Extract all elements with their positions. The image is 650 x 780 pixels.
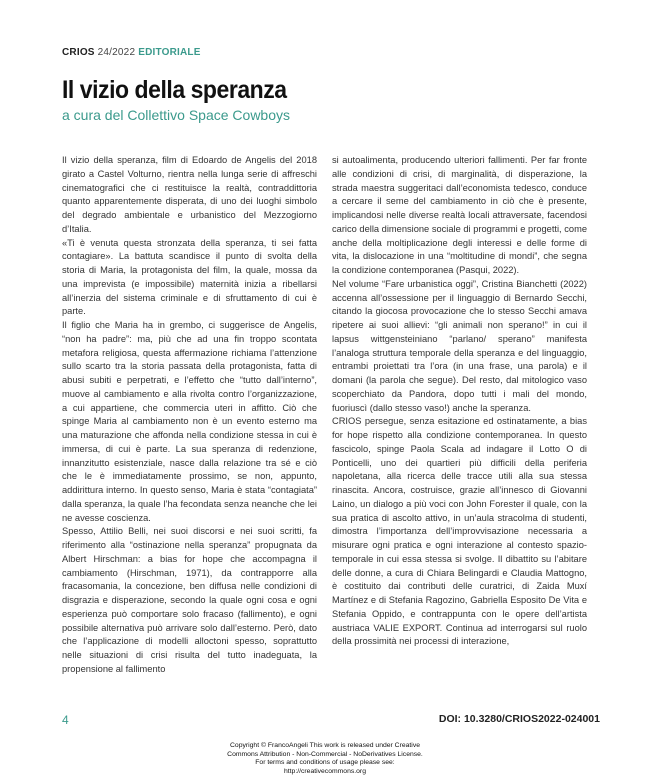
paragraph: Il vizio della speranza, film di Edoardo de Angelis del 2018 girato a Castel Volturno, rientra nella lunga serie di affreschi cinematografici che ci restituisce la realtà, contraddittoria quanto apparentemente disperata, di uno dei luoghi simbolo del degrado ambientale e urbanistico del Mezzogiorno d’Italia.	[62, 155, 317, 234]
doi-link[interactable]: DOI: 10.3280/CRIOS2022-024001	[438, 713, 600, 725]
license-line: Copyright © FrancoAngeli This work is released under Creative	[230, 742, 420, 749]
journal-name: CRIOS	[62, 47, 95, 58]
license-url[interactable]: http://creativecommons.org	[284, 767, 366, 775]
article-title: Il vizio della speranza	[62, 76, 287, 104]
issue-number: 24/2022	[97, 47, 136, 58]
paragraph: Spesso, Attilio Belli, nei suoi discorsi e nei suoi scritti, fa riferimento alla “ostinazione nella speranza” propugnata da Albert Hirschman: a bias for hope che accompagna il cambiamento (Hirschman, 1971), da contrapporre alla fracasomania, la concezione, ben diffusa nelle condizioni di disgrazia e disperazione, secondo la quale ogni cosa e ogni esperienza può comportare solo fracaso (fallimento), e ogni possibile alternativa può arrivare solo dall’esterno. Però, dato che l’applicazione di modelli alloctoni spesso, soprattutto nelle situazioni di crisi risulta del tutto inadeguata, la propensione al fallimento	[62, 526, 317, 674]
right-column	[332, 154, 587, 649]
paragraph: Il figlio che Maria ha in grembo, ci suggerisce de Angelis, “non ha padre”: ma, più che ad una fin troppo scontata metafora religiosa, questa affermazione richiama l’attenzione sullo scarto tra la storia passata della protagonista, fatta di abusi subiti e perpetrati, e l’effetto che “tutto dall’interno”, muove al cambiamento e alla rivolta contro l’organizzazione, a cui appartiene, che commercia uteri in affitto. Ciò che spinge Maria al cambiamento non è un evento esterno ma una maturazione che affonda nella condizione stessa in cui è immersa, di cui è parte. La sua speranza di redenzione, innanzitutto esistenziale, nasce dalla relazione tra sé e ciò che le è immediatamente prossimo, se non, appunto, addirittura interno. In questo senso, Maria è stata “contagiata” dalla speranza, la quale l’ha fecondata senza neanche che lei ne avesse coscienza.	[62, 320, 317, 523]
license-line: Commons Attribution - Non-Commercial - NoDerivatives License.	[227, 750, 423, 758]
journal-header	[62, 47, 201, 58]
left-column	[62, 154, 317, 677]
license-footer	[0, 742, 650, 776]
paragraph: «Ti è venuta questa stronzata della speranza, ti sei fatta contagiare». La battuta scandisce il punto di svolta della storia di Maria, la protagonista del film, la quale, mossa da una imprevista (e impossibile) maternità inizia a ribellarsi all’inerzia del sistema criminale e di sfruttamento di cui è parte.	[62, 237, 317, 317]
paragraph: Nel volume “Fare urbanistica oggi”, Cristina Bianchetti (2022) accenna all’ossessione per il linguaggio di Bernardo Secchi, citando la giocosa provocazione che lo stesso Secchi amava ripetere ai suoi allievi: “gli animali non sperano!” in cui il lapsus wittgensteiniano “parlano/ sperano” manifesta l’analoga struttura temporale della speranza e del linguaggio, entrambi proiettati tra l’ora (in una frase, una parola) e il domani (la parola che segue). Del resto, dal mitologico vaso scoperchiato da Pandora, dopo tutti i mali del mondo, fuoriuscì (dallo stesso vaso!) anche la speranza.	[332, 278, 587, 413]
section-label: EDITORIALE	[138, 47, 201, 58]
paragraph: si autoalimenta, producendo ulteriori fallimenti. Per far fronte alle condizioni di crisi, di marginalità, di disperazione, la strada maestra suggeritaci dall’economista tedesco, conduce a cercare il seme del cambiamento in ciò che è presente, implicandosi nelle diverse realtà locali attraversate, facendosi carico della dimensione sociale di programmi e progetti, come anche della moltiplicazione degli interessi e delle forme di vita, la dislocazione in una “moltitudine di mondi”, che segna la condizione contemporanea (Pasqui, 2022).	[332, 155, 587, 275]
article-subtitle: a cura del Collettivo Space Cowboys	[62, 107, 291, 123]
paragraph: CRIOS persegue, senza esitazione ed ostinatamente, a bias for hope rispetto alla condizione contemporanea. In questo fascicolo, spinge Paola Scala ad indagare il Lotto O di Ponticelli, uno dei quartieri più difficili della periferia napoletana, alla ricerca delle tracce utili alla sua stessa rinascita. Ancora, costruisce, grazie all’innesco di Giovanni Laino, un dialogo a più voci con John Forester il quale, con la sua pratica di ascolto attivo, in un’aula stracolma di studenti, dimostra l’importanza dell’improvvisazione necessaria a misurare ogni pratica e ogni interazione al contesto spazio-temporale in cui essa stessa si svolge. Il dibattito su l’abitare delle donne, a cura di Chiara Belingardi e Claudia Mattogno, è costituito dai contributi delle curatrici, di Zaida Muxí Martínez e di Stefania Ragozino, Gabriella Esposito De Vita e Stefania Oppido, e contrappunta con le opere dell’artista austriaca VALIE EXPORT. Continua ad interrogarsi sul ruolo della prossimità nei processi di interazione,	[332, 416, 587, 647]
license-line: For terms and conditions of usage please see:	[255, 759, 395, 766]
page-number: 4	[62, 713, 69, 727]
